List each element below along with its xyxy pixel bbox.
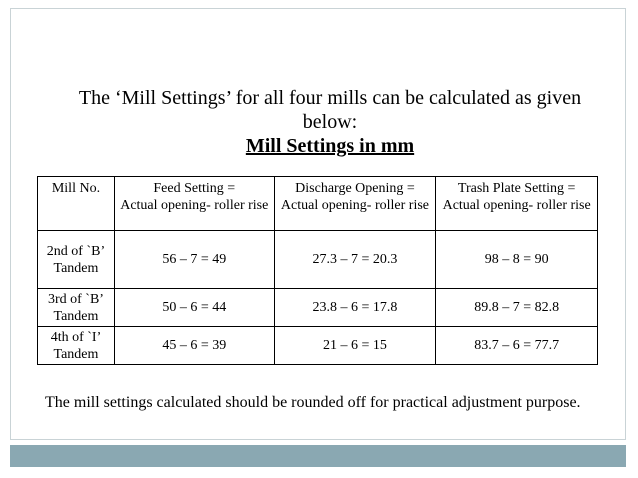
cell-trash: 89.8 – 7 = 82.8 — [436, 289, 598, 327]
intro-line-1: The ‘Mill Settings’ for all four mills can be calculated as given — [78, 87, 582, 109]
header-discharge-opening — [274, 177, 436, 231]
header-discharge-opening-line-2: Actual opening- roller rise — [280, 198, 430, 213]
cell-mill: 2nd of `B’ Tandem — [38, 231, 115, 289]
header-feed-setting-line-2: Actual opening- roller rise — [120, 198, 269, 213]
header-mill-no-label: Mill No. — [51, 181, 101, 196]
cell-trash: 98 – 8 = 90 — [436, 231, 598, 289]
header-trash-plate-setting-line-2: Actual opening- roller rise — [442, 198, 591, 213]
header-feed-setting — [114, 177, 274, 231]
header-feed-setting-line-1: Feed Setting = — [153, 181, 236, 196]
intro-text — [40, 86, 620, 158]
cell-feed: 56 – 7 = 49 — [114, 231, 274, 289]
table-row — [38, 327, 598, 365]
bottom-band — [10, 445, 626, 467]
cell-feed: 45 – 6 = 39 — [114, 327, 274, 365]
table-row — [38, 231, 598, 289]
cell-discharge: 21 – 6 = 15 — [274, 327, 436, 365]
table-row — [38, 289, 598, 327]
intro-line-2: below: — [302, 111, 358, 133]
cell-discharge: 27.3 – 7 = 20.3 — [274, 231, 436, 289]
cell-mill: 3rd of `B’ Tandem — [38, 289, 115, 327]
mill-settings-table — [37, 176, 598, 365]
header-trash-plate-setting-line-1: Trash Plate Setting = — [457, 181, 576, 196]
table-header-row — [38, 177, 598, 231]
table-heading: Mill Settings in mm — [245, 135, 415, 157]
cell-trash: 83.7 – 6 = 77.7 — [436, 327, 598, 365]
header-discharge-opening-line-1: Discharge Opening = — [295, 181, 415, 196]
cell-mill: 4th of `I’ Tandem — [38, 327, 115, 365]
cell-discharge: 23.8 – 6 = 17.8 — [274, 289, 436, 327]
header-trash-plate-setting — [436, 177, 598, 231]
footnote-text: The mill settings calculated should be rounded off for practical adjustment purpose. — [45, 394, 581, 411]
header-mill-no — [38, 177, 115, 231]
cell-feed: 50 – 6 = 44 — [114, 289, 274, 327]
